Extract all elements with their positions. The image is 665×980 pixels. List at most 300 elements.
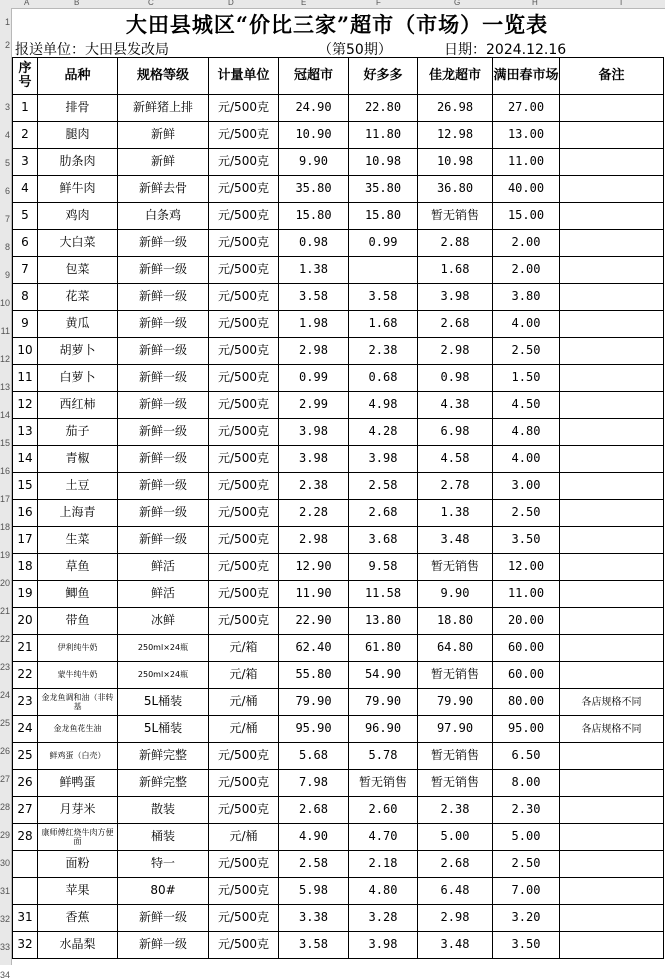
cell-price-store-4[interactable]: 15.00: [493, 203, 560, 230]
cell-price-store-1[interactable]: 5.98: [279, 878, 349, 905]
row-number[interactable]: 14: [0, 410, 11, 420]
issue-label[interactable]: （第50期）: [318, 42, 392, 58]
cell-spec[interactable]: 新鲜猪上排: [118, 95, 209, 122]
cell-spec[interactable]: 新鲜去骨: [118, 176, 209, 203]
cell-unit[interactable]: 元/500克: [209, 257, 279, 284]
cell-seq[interactable]: 2: [13, 122, 38, 149]
cell-price-store-4[interactable]: 4.00: [493, 311, 560, 338]
cell-seq[interactable]: 14: [13, 446, 38, 473]
cell-price-store-1[interactable]: 2.58: [279, 851, 349, 878]
cell-spec[interactable]: 特一: [118, 851, 209, 878]
cell-price-store-4[interactable]: 40.00: [493, 176, 560, 203]
cell-price-store-1[interactable]: 62.40: [279, 635, 349, 662]
cell-price-store-2[interactable]: 4.28: [349, 419, 418, 446]
cell-note[interactable]: [560, 311, 664, 338]
cell-spec[interactable]: 散装: [118, 797, 209, 824]
cell-seq[interactable]: 25: [13, 743, 38, 770]
cell-seq[interactable]: 26: [13, 770, 38, 797]
cell-item[interactable]: 康师傅红烧牛肉方便面: [38, 824, 118, 851]
cell-spec[interactable]: 新鲜一级: [118, 311, 209, 338]
cell-seq[interactable]: 11: [13, 365, 38, 392]
cell-price-store-3[interactable]: 26.98: [418, 95, 493, 122]
cell-price-store-2[interactable]: 11.58: [349, 581, 418, 608]
cell-spec[interactable]: 鲜活: [118, 554, 209, 581]
cell-price-store-3[interactable]: 1.38: [418, 500, 493, 527]
column-letter[interactable]: H: [532, 0, 538, 7]
cell-spec[interactable]: 新鲜一级: [118, 338, 209, 365]
row-number[interactable]: 17: [0, 494, 11, 504]
cell-price-store-3[interactable]: 2.38: [418, 797, 493, 824]
date-label[interactable]: 日期：2024.12.16: [444, 42, 567, 58]
cell-spec[interactable]: 新鲜一级: [118, 932, 209, 959]
row-number[interactable]: 19: [0, 550, 11, 560]
cell-item[interactable]: 大白菜: [38, 230, 118, 257]
cell-note[interactable]: [560, 419, 664, 446]
cell-note[interactable]: [560, 446, 664, 473]
cell-price-store-3[interactable]: 暂无销售: [418, 770, 493, 797]
cell-spec[interactable]: 新鲜一级: [118, 392, 209, 419]
cell-spec[interactable]: 250ml×24瓶: [118, 662, 209, 689]
cell-item[interactable]: 黄瓜: [38, 311, 118, 338]
row-number[interactable]: 34: [0, 970, 11, 980]
cell-note[interactable]: [560, 257, 664, 284]
cell-item[interactable]: 花菜: [38, 284, 118, 311]
cell-unit[interactable]: 元/500克: [209, 284, 279, 311]
row-number[interactable]: 8: [4, 242, 10, 252]
cell-price-store-3[interactable]: 9.90: [418, 581, 493, 608]
cell-price-store-4[interactable]: 60.00: [493, 635, 560, 662]
row-number[interactable]: 1: [4, 17, 10, 27]
cell-spec[interactable]: 新鲜完整: [118, 770, 209, 797]
row-number[interactable]: 11: [0, 326, 10, 336]
header-spec[interactable]: 规格等级: [118, 58, 209, 95]
column-letter[interactable]: B: [74, 0, 80, 7]
cell-price-store-2[interactable]: 3.98: [349, 446, 418, 473]
cell-price-store-3[interactable]: 暂无销售: [418, 554, 493, 581]
cell-item[interactable]: 青椒: [38, 446, 118, 473]
cell-note[interactable]: [560, 905, 664, 932]
cell-note[interactable]: [560, 230, 664, 257]
cell-price-store-1[interactable]: 95.90: [279, 716, 349, 743]
cell-unit[interactable]: 元/500克: [209, 581, 279, 608]
cell-unit[interactable]: 元/500克: [209, 743, 279, 770]
cell-unit[interactable]: 元/500克: [209, 446, 279, 473]
cell-unit[interactable]: 元/500克: [209, 338, 279, 365]
cell-note[interactable]: [560, 743, 664, 770]
cell-price-store-4[interactable]: 3.80: [493, 284, 560, 311]
column-letter[interactable]: D: [228, 0, 234, 7]
row-number[interactable]: 15: [0, 438, 11, 448]
cell-price-store-4[interactable]: 3.00: [493, 473, 560, 500]
cell-price-store-4[interactable]: 2.50: [493, 851, 560, 878]
cell-item[interactable]: 鲜鸡蛋（白壳）: [38, 743, 118, 770]
cell-note[interactable]: [560, 554, 664, 581]
cell-price-store-3[interactable]: 6.98: [418, 419, 493, 446]
cell-price-store-1[interactable]: 7.98: [279, 770, 349, 797]
cell-price-store-1[interactable]: 79.90: [279, 689, 349, 716]
cell-price-store-2[interactable]: 35.80: [349, 176, 418, 203]
sheet-title[interactable]: 大田县城区“价比三家”超市（市场）一览表: [125, 12, 549, 37]
cell-price-store-3[interactable]: 2.68: [418, 851, 493, 878]
cell-price-store-1[interactable]: 3.98: [279, 446, 349, 473]
cell-item[interactable]: 茄子: [38, 419, 118, 446]
cell-unit[interactable]: 元/500克: [209, 473, 279, 500]
cell-item[interactable]: 腿肉: [38, 122, 118, 149]
cell-price-store-3[interactable]: 10.98: [418, 149, 493, 176]
header-note[interactable]: 备注: [560, 58, 664, 95]
cell-item[interactable]: 上海青: [38, 500, 118, 527]
row-number[interactable]: 20: [0, 578, 11, 588]
cell-price-store-3[interactable]: 3.48: [418, 527, 493, 554]
cell-unit[interactable]: 元/500克: [209, 851, 279, 878]
cell-note[interactable]: [560, 149, 664, 176]
cell-price-store-1[interactable]: 2.28: [279, 500, 349, 527]
row-number[interactable]: 22: [0, 634, 11, 644]
cell-spec[interactable]: 白条鸡: [118, 203, 209, 230]
cell-price-store-3[interactable]: 12.98: [418, 122, 493, 149]
row-number[interactable]: 23: [0, 662, 11, 672]
row-number[interactable]: 31: [0, 886, 11, 896]
cell-price-store-1[interactable]: 12.90: [279, 554, 349, 581]
cell-spec[interactable]: 新鲜一级: [118, 905, 209, 932]
cell-seq[interactable]: 15: [13, 473, 38, 500]
cell-price-store-1[interactable]: 0.98: [279, 230, 349, 257]
cell-unit[interactable]: 元/500克: [209, 797, 279, 824]
cell-note[interactable]: [560, 95, 664, 122]
cell-spec[interactable]: 新鲜一级: [118, 257, 209, 284]
cell-price-store-1[interactable]: 4.90: [279, 824, 349, 851]
row-number[interactable]: 25: [0, 718, 11, 728]
cell-price-store-4[interactable]: 60.00: [493, 662, 560, 689]
cell-price-store-4[interactable]: 2.50: [493, 500, 560, 527]
cell-item[interactable]: 香蕉: [38, 905, 118, 932]
cell-price-store-4[interactable]: 2.00: [493, 257, 560, 284]
row-number[interactable]: 3: [4, 102, 10, 112]
cell-note[interactable]: 各店规格不同: [560, 716, 664, 743]
column-letter[interactable]: F: [376, 0, 381, 7]
row-number[interactable]: 5: [4, 158, 10, 168]
cell-price-store-4[interactable]: 3.50: [493, 527, 560, 554]
cell-price-store-4[interactable]: 20.00: [493, 608, 560, 635]
cell-item[interactable]: 草鱼: [38, 554, 118, 581]
cell-price-store-3[interactable]: 暂无销售: [418, 662, 493, 689]
cell-note[interactable]: [560, 878, 664, 905]
cell-price-store-4[interactable]: 3.50: [493, 932, 560, 959]
cell-price-store-1[interactable]: 2.99: [279, 392, 349, 419]
cell-item[interactable]: 白萝卜: [38, 365, 118, 392]
cell-item[interactable]: 排骨: [38, 95, 118, 122]
cell-unit[interactable]: 元/500克: [209, 419, 279, 446]
cell-price-store-2[interactable]: 2.68: [349, 500, 418, 527]
cell-price-store-2[interactable]: 5.78: [349, 743, 418, 770]
cell-price-store-4[interactable]: 4.00: [493, 446, 560, 473]
row-number[interactable]: 33: [0, 942, 11, 952]
cell-spec[interactable]: 250ml×24瓶: [118, 635, 209, 662]
cell-note[interactable]: [560, 527, 664, 554]
column-letter[interactable]: A: [24, 0, 30, 7]
cell-note[interactable]: [560, 338, 664, 365]
cell-price-store-4[interactable]: 13.00: [493, 122, 560, 149]
cell-item[interactable]: 金龙鱼花生油: [38, 716, 118, 743]
cell-price-store-3[interactable]: 6.48: [418, 878, 493, 905]
cell-note[interactable]: [560, 662, 664, 689]
cell-price-store-2[interactable]: 2.60: [349, 797, 418, 824]
cell-seq[interactable]: 21: [13, 635, 38, 662]
cell-item[interactable]: 鲜鸭蛋: [38, 770, 118, 797]
cell-price-store-4[interactable]: 8.00: [493, 770, 560, 797]
cell-price-store-1[interactable]: 22.90: [279, 608, 349, 635]
cell-seq[interactable]: [13, 878, 38, 905]
cell-price-store-4[interactable]: 1.50: [493, 365, 560, 392]
header-seq[interactable]: 序号: [13, 58, 38, 95]
cell-price-store-1[interactable]: 3.38: [279, 905, 349, 932]
cell-price-store-3[interactable]: 4.38: [418, 392, 493, 419]
cell-price-store-2[interactable]: 4.80: [349, 878, 418, 905]
cell-note[interactable]: [560, 797, 664, 824]
cell-unit[interactable]: 元/500克: [209, 770, 279, 797]
cell-note[interactable]: [560, 770, 664, 797]
cell-unit[interactable]: 元/500克: [209, 500, 279, 527]
cell-seq[interactable]: 18: [13, 554, 38, 581]
cell-price-store-1[interactable]: 3.98: [279, 419, 349, 446]
cell-note[interactable]: [560, 851, 664, 878]
cell-unit[interactable]: 元/500克: [209, 392, 279, 419]
cell-price-store-3[interactable]: 36.80: [418, 176, 493, 203]
cell-item[interactable]: 土豆: [38, 473, 118, 500]
cell-price-store-3[interactable]: 暂无销售: [418, 203, 493, 230]
cell-seq[interactable]: 5: [13, 203, 38, 230]
cell-price-store-1[interactable]: 35.80: [279, 176, 349, 203]
cell-note[interactable]: [560, 824, 664, 851]
cell-price-store-1[interactable]: 9.90: [279, 149, 349, 176]
row-number[interactable]: 24: [0, 690, 11, 700]
row-number[interactable]: 9: [4, 270, 10, 280]
cell-unit[interactable]: 元/500克: [209, 365, 279, 392]
cell-seq[interactable]: 22: [13, 662, 38, 689]
cell-price-store-4[interactable]: 3.20: [493, 905, 560, 932]
cell-unit[interactable]: 元/500克: [209, 203, 279, 230]
row-number[interactable]: 2: [4, 40, 10, 50]
cell-seq[interactable]: 7: [13, 257, 38, 284]
row-number[interactable]: 16: [0, 466, 11, 476]
cell-item[interactable]: 水晶梨: [38, 932, 118, 959]
cell-unit[interactable]: 元/箱: [209, 635, 279, 662]
header-store-3[interactable]: 佳龙超市: [418, 58, 493, 95]
cell-price-store-2[interactable]: 13.80: [349, 608, 418, 635]
column-letter[interactable]: G: [454, 0, 461, 7]
cell-price-store-2[interactable]: 9.58: [349, 554, 418, 581]
cell-price-store-1[interactable]: 15.80: [279, 203, 349, 230]
cell-unit[interactable]: 元/500克: [209, 95, 279, 122]
cell-price-store-4[interactable]: 2.00: [493, 230, 560, 257]
cell-seq[interactable]: 8: [13, 284, 38, 311]
cell-price-store-2[interactable]: 3.68: [349, 527, 418, 554]
cell-item[interactable]: 苹果: [38, 878, 118, 905]
cell-price-store-1[interactable]: 3.58: [279, 284, 349, 311]
cell-note[interactable]: [560, 392, 664, 419]
cell-price-store-2[interactable]: 0.99: [349, 230, 418, 257]
cell-unit[interactable]: 元/500克: [209, 554, 279, 581]
header-item[interactable]: 品种: [38, 58, 118, 95]
cell-price-store-2[interactable]: 4.70: [349, 824, 418, 851]
cell-seq[interactable]: 17: [13, 527, 38, 554]
cell-seq[interactable]: 28: [13, 824, 38, 851]
cell-item[interactable]: 鲜牛肉: [38, 176, 118, 203]
cell-note[interactable]: [560, 473, 664, 500]
cell-spec[interactable]: 新鲜一级: [118, 473, 209, 500]
cell-note[interactable]: [560, 284, 664, 311]
cell-item[interactable]: 面粉: [38, 851, 118, 878]
cell-price-store-2[interactable]: [349, 257, 418, 284]
cell-price-store-1[interactable]: 24.90: [279, 95, 349, 122]
cell-item[interactable]: 伊利纯牛奶: [38, 635, 118, 662]
row-number[interactable]: 21: [0, 606, 11, 616]
cell-price-store-1[interactable]: 2.98: [279, 527, 349, 554]
cell-spec[interactable]: 80#: [118, 878, 209, 905]
row-number[interactable]: 32: [0, 914, 11, 924]
cell-price-store-2[interactable]: 0.68: [349, 365, 418, 392]
cell-spec[interactable]: 桶装: [118, 824, 209, 851]
cell-price-store-1[interactable]: 1.98: [279, 311, 349, 338]
cell-item[interactable]: 包菜: [38, 257, 118, 284]
cell-price-store-1[interactable]: 2.38: [279, 473, 349, 500]
cell-item[interactable]: 金龙鱼调和油（非转基: [38, 689, 118, 716]
cell-price-store-2[interactable]: 54.90: [349, 662, 418, 689]
cell-price-store-2[interactable]: 22.80: [349, 95, 418, 122]
cell-spec[interactable]: 5L桶装: [118, 716, 209, 743]
cell-seq[interactable]: 32: [13, 932, 38, 959]
cell-price-store-3[interactable]: 0.98: [418, 365, 493, 392]
cell-price-store-2[interactable]: 2.38: [349, 338, 418, 365]
cell-item[interactable]: 鲫鱼: [38, 581, 118, 608]
cell-price-store-2[interactable]: 3.58: [349, 284, 418, 311]
cell-note[interactable]: [560, 932, 664, 959]
cell-price-store-1[interactable]: 2.68: [279, 797, 349, 824]
cell-note[interactable]: [560, 608, 664, 635]
cell-price-store-4[interactable]: 5.00: [493, 824, 560, 851]
cell-price-store-2[interactable]: 15.80: [349, 203, 418, 230]
cell-spec[interactable]: 新鲜一级: [118, 284, 209, 311]
cell-price-store-3[interactable]: 3.98: [418, 284, 493, 311]
cell-price-store-4[interactable]: 80.00: [493, 689, 560, 716]
cell-unit[interactable]: 元/桶: [209, 716, 279, 743]
cell-price-store-1[interactable]: 2.98: [279, 338, 349, 365]
cell-unit[interactable]: 元/500克: [209, 608, 279, 635]
cell-unit[interactable]: 元/桶: [209, 689, 279, 716]
cell-seq[interactable]: 12: [13, 392, 38, 419]
cell-spec[interactable]: 新鲜: [118, 122, 209, 149]
cell-price-store-3[interactable]: 1.68: [418, 257, 493, 284]
cell-price-store-3[interactable]: 2.98: [418, 905, 493, 932]
cell-note[interactable]: [560, 365, 664, 392]
cell-price-store-1[interactable]: 10.90: [279, 122, 349, 149]
cell-unit[interactable]: 元/500克: [209, 122, 279, 149]
cell-item[interactable]: 月芽米: [38, 797, 118, 824]
row-number[interactable]: 10: [0, 298, 11, 308]
row-number[interactable]: 12: [0, 354, 11, 364]
cell-item[interactable]: 生菜: [38, 527, 118, 554]
cell-seq[interactable]: 10: [13, 338, 38, 365]
cell-price-store-3[interactable]: 2.68: [418, 311, 493, 338]
cell-unit[interactable]: 元/500克: [209, 311, 279, 338]
header-store-2[interactable]: 好多多: [349, 58, 418, 95]
column-letter[interactable]: I: [620, 0, 623, 7]
cell-seq[interactable]: 4: [13, 176, 38, 203]
cell-price-store-3[interactable]: 2.88: [418, 230, 493, 257]
cell-price-store-4[interactable]: 6.50: [493, 743, 560, 770]
cell-note[interactable]: [560, 176, 664, 203]
column-letter[interactable]: E: [301, 0, 307, 7]
cell-price-store-3[interactable]: 18.80: [418, 608, 493, 635]
cell-price-store-2[interactable]: 79.90: [349, 689, 418, 716]
cell-seq[interactable]: 6: [13, 230, 38, 257]
cell-price-store-3[interactable]: 64.80: [418, 635, 493, 662]
cell-price-store-1[interactable]: 0.99: [279, 365, 349, 392]
cell-seq[interactable]: 19: [13, 581, 38, 608]
cell-unit[interactable]: 元/500克: [209, 230, 279, 257]
cell-note[interactable]: [560, 203, 664, 230]
cell-price-store-4[interactable]: 11.00: [493, 149, 560, 176]
cell-price-store-4[interactable]: 27.00: [493, 95, 560, 122]
cell-price-store-2[interactable]: 4.98: [349, 392, 418, 419]
cell-price-store-1[interactable]: 3.58: [279, 932, 349, 959]
cell-unit[interactable]: 元/500克: [209, 176, 279, 203]
cell-unit[interactable]: 元/500克: [209, 149, 279, 176]
cell-item[interactable]: 肋条肉: [38, 149, 118, 176]
cell-price-store-2[interactable]: 11.80: [349, 122, 418, 149]
cell-price-store-3[interactable]: 2.78: [418, 473, 493, 500]
cell-unit[interactable]: 元/500克: [209, 878, 279, 905]
row-number[interactable]: 27: [0, 774, 11, 784]
cell-note[interactable]: [560, 122, 664, 149]
cell-price-store-2[interactable]: 暂无销售: [349, 770, 418, 797]
cell-unit[interactable]: 元/箱: [209, 662, 279, 689]
cell-unit[interactable]: 元/500克: [209, 932, 279, 959]
row-number[interactable]: 30: [0, 858, 11, 868]
cell-price-store-2[interactable]: 3.98: [349, 932, 418, 959]
header-store-4[interactable]: 满田春市场: [493, 58, 560, 95]
cell-item[interactable]: 鸡肉: [38, 203, 118, 230]
cell-spec[interactable]: 新鲜一级: [118, 419, 209, 446]
cell-price-store-4[interactable]: 12.00: [493, 554, 560, 581]
cell-seq[interactable]: 1: [13, 95, 38, 122]
reporter-label[interactable]: 报送单位：大田县发改局: [15, 42, 169, 58]
cell-seq[interactable]: 3: [13, 149, 38, 176]
cell-price-store-2[interactable]: 96.90: [349, 716, 418, 743]
cell-seq[interactable]: 20: [13, 608, 38, 635]
cell-price-store-2[interactable]: 2.58: [349, 473, 418, 500]
cell-price-store-3[interactable]: 5.00: [418, 824, 493, 851]
cell-price-store-2[interactable]: 61.80: [349, 635, 418, 662]
cell-price-store-4[interactable]: 2.50: [493, 338, 560, 365]
cell-unit[interactable]: 元/桶: [209, 824, 279, 851]
cell-price-store-4[interactable]: 95.00: [493, 716, 560, 743]
cell-price-store-2[interactable]: 1.68: [349, 311, 418, 338]
cell-price-store-2[interactable]: 3.28: [349, 905, 418, 932]
cell-price-store-2[interactable]: 10.98: [349, 149, 418, 176]
cell-spec[interactable]: 新鲜一级: [118, 446, 209, 473]
row-number[interactable]: 6: [4, 186, 10, 196]
row-number[interactable]: 13: [0, 382, 11, 392]
cell-price-store-1[interactable]: 5.68: [279, 743, 349, 770]
cell-item[interactable]: 西红柿: [38, 392, 118, 419]
cell-price-store-3[interactable]: 4.58: [418, 446, 493, 473]
cell-price-store-3[interactable]: 79.90: [418, 689, 493, 716]
column-letter[interactable]: C: [148, 0, 154, 7]
cell-price-store-3[interactable]: 3.48: [418, 932, 493, 959]
cell-spec[interactable]: 新鲜一级: [118, 500, 209, 527]
cell-note[interactable]: 各店规格不同: [560, 689, 664, 716]
